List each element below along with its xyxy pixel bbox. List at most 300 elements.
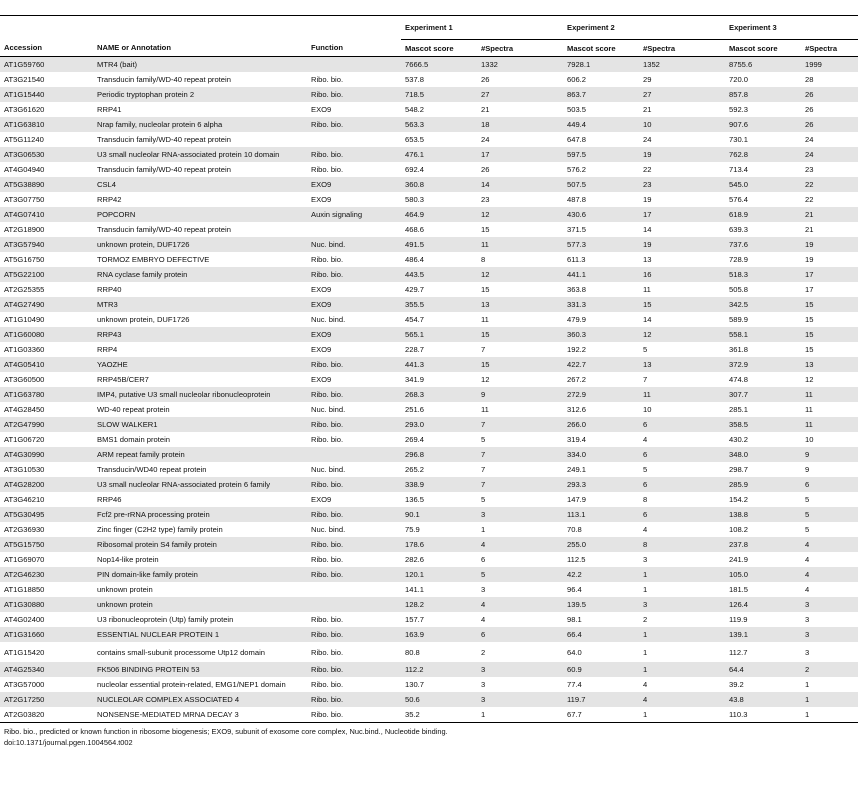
cell-accession: AT1G59760 <box>0 57 93 73</box>
cell-mascot-2: 70.8 <box>567 525 582 534</box>
cell-mascot-1: 563.3 <box>401 117 477 132</box>
cell-name: ESSENTIAL NUCLEAR PROTEIN 1 <box>93 627 307 642</box>
cell-spectra-3: 3 <box>801 627 858 642</box>
table-row <box>0 582 858 597</box>
table-row <box>0 132 858 147</box>
cell-spectra-1: 7 <box>477 447 563 462</box>
cell-function <box>307 132 401 147</box>
cell-mascot-1: 282.6 <box>405 555 425 564</box>
cell-accession: AT2G17250 <box>0 692 93 707</box>
cell-accession: AT1G30880 <box>0 597 93 612</box>
cell-name: Transducin family/WD-40 repeat protein <box>97 135 231 144</box>
table-row <box>0 147 858 162</box>
cell-spectra-1: 26 <box>481 165 490 174</box>
cell-accession: AT5G11240 <box>4 135 44 144</box>
cell-name: nucleolar essential protein-related, EMG1/NEP1 domain <box>97 680 286 689</box>
cell-accession: AT1G10490 <box>4 315 45 324</box>
cell-spectra-2: 13 <box>639 357 725 372</box>
cell-function: Ribo. bio. <box>311 255 344 264</box>
cell-function: Ribo. bio. <box>307 357 401 372</box>
cell-function: Nuc. bind. <box>311 465 346 474</box>
cell-spectra-3: 5 <box>805 525 810 534</box>
cell-mascot-2: 597.5 <box>563 147 639 162</box>
table-row <box>0 237 858 252</box>
cell-mascot-1: 7666.5 <box>401 57 477 73</box>
cell-spectra-3: 22 <box>805 195 814 204</box>
cell-mascot-1: 441.3 <box>401 357 477 372</box>
table-row <box>0 342 858 357</box>
table-row <box>0 267 858 282</box>
table-row <box>0 372 858 387</box>
cell-mascot-1: 50.6 <box>401 692 477 707</box>
table-row <box>0 192 858 207</box>
cell-name: Transducin family/WD-40 repeat protein <box>97 225 231 234</box>
cell-mascot-2: 119.7 <box>563 692 639 707</box>
cell-mascot-3: 589.9 <box>729 315 749 324</box>
cell-spectra-1: 6 <box>477 627 563 642</box>
cell-mascot-3: 361.8 <box>729 345 749 354</box>
cell-function: Auxin signaling <box>307 207 401 222</box>
cell-name: unknown protein, DUF1726 <box>97 315 190 324</box>
cell-spectra-1: 6 <box>481 555 486 564</box>
cell-accession: AT4G02400 <box>4 615 45 624</box>
cell-name: TORMOZ EMBRYO DEFECTIVE <box>97 255 210 264</box>
col-mascot-1: Mascot score <box>401 40 477 57</box>
cell-spectra-1: 21 <box>481 105 490 114</box>
cell-mascot-2: 360.3 <box>563 327 639 342</box>
cell-mascot-1: 136.5 <box>405 495 425 504</box>
cell-function <box>307 222 401 237</box>
cell-spectra-1: 13 <box>477 297 563 312</box>
cell-mascot-3: 285.1 <box>729 405 749 414</box>
cell-mascot-2: 42.2 <box>563 567 639 582</box>
cell-name: unknown protein <box>97 585 153 594</box>
cell-name: Nrap family, nucleolar protein 6 alpha <box>93 117 307 132</box>
cell-name: RRP4 <box>97 345 118 354</box>
cell-spectra-1: 1 <box>481 525 486 534</box>
cell-spectra-2: 6 <box>639 507 725 522</box>
table-row <box>0 252 858 267</box>
cell-spectra-2: 1 <box>639 662 725 677</box>
cell-spectra-3: 28 <box>805 75 814 84</box>
cell-function: Ribo. bio. <box>307 692 401 707</box>
group-header-row <box>0 16 858 40</box>
cell-mascot-1: 141.1 <box>405 585 425 594</box>
cell-name: contains small-subunit processome Utp12 domain <box>97 647 265 657</box>
cell-accession: AT2G18900 <box>4 225 45 234</box>
cell-function: Ribo. bio. <box>307 707 401 723</box>
cell-function: Ribo. bio. <box>311 647 344 657</box>
cell-name: RRP46 <box>97 495 122 504</box>
cell-spectra-2: 19 <box>639 147 725 162</box>
cell-name: NONSENSE-MEDIATED MRNA DECAY 3 <box>93 707 307 723</box>
cell-mascot-1: 90.1 <box>401 507 477 522</box>
cell-mascot-2: 479.9 <box>567 315 587 324</box>
cell-mascot-2: 60.9 <box>563 662 639 677</box>
cell-name: BMS1 domain protein <box>97 435 171 444</box>
cell-accession: AT1G60080 <box>0 327 93 342</box>
cell-function: Ribo. bio. <box>307 147 401 162</box>
cell-spectra-3: 2 <box>801 662 858 677</box>
cell-mascot-2: 266.0 <box>563 417 639 432</box>
cell-spectra-2: 21 <box>643 105 652 114</box>
cell-mascot-1: 464.9 <box>401 207 477 222</box>
cell-mascot-1: 112.2 <box>401 662 477 677</box>
cell-spectra-2: 17 <box>639 207 725 222</box>
table-row <box>0 447 858 462</box>
cell-function: EXO9 <box>311 375 332 384</box>
cell-accession: AT4G28200 <box>0 477 93 492</box>
cell-spectra-2: 1352 <box>639 57 725 73</box>
cell-mascot-2: 249.1 <box>567 465 587 474</box>
cell-mascot-3: 505.8 <box>729 285 749 294</box>
cell-spectra-2: 1 <box>639 627 725 642</box>
cell-mascot-2: 147.9 <box>567 495 587 504</box>
cell-mascot-1: 35.2 <box>401 707 477 723</box>
cell-accession: AT1G63810 <box>0 117 93 132</box>
cell-spectra-2: 6 <box>639 447 725 462</box>
cell-accession: AT1G31660 <box>0 627 93 642</box>
cell-spectra-1: 4 <box>481 615 486 624</box>
cell-mascot-3: 154.2 <box>729 495 749 504</box>
cell-spectra-3: 24 <box>801 147 858 162</box>
cell-accession: AT5G16750 <box>4 255 45 264</box>
cell-function: Ribo. bio. <box>307 507 401 522</box>
cell-name: Transducin family/WD-40 repeat protein <box>97 165 231 174</box>
column-header-row <box>0 40 858 57</box>
cell-spectra-1: 26 <box>481 75 490 84</box>
cell-accession: AT1G18850 <box>4 585 45 594</box>
cell-spectra-1: 3 <box>481 680 486 689</box>
cell-name: POPCORN <box>93 207 307 222</box>
cell-accession: AT4G27490 <box>0 297 93 312</box>
cell-spectra-2: 2 <box>643 615 648 624</box>
table-row <box>0 462 858 477</box>
cell-mascot-2: 441.1 <box>563 267 639 282</box>
cell-mascot-1: 355.5 <box>401 297 477 312</box>
cell-mascot-3: 474.8 <box>729 375 749 384</box>
table-row <box>0 707 858 723</box>
cell-spectra-3: 9 <box>801 447 858 462</box>
cell-accession: AT4G30990 <box>0 447 93 462</box>
table-row <box>0 282 858 297</box>
table-row <box>0 477 858 492</box>
cell-accession: AT4G25340 <box>0 662 93 677</box>
cell-function <box>307 447 401 462</box>
cell-mascot-2: 647.8 <box>567 135 587 144</box>
cell-mascot-2: 331.3 <box>563 297 639 312</box>
cell-name: Fcf2 pre-rRNA processing protein <box>93 507 307 522</box>
cell-accession: AT1G06720 <box>4 435 45 444</box>
table-row <box>0 612 858 627</box>
cell-spectra-1: 9 <box>477 387 563 402</box>
cell-name: RRP43 <box>93 327 307 342</box>
cell-spectra-2: 19 <box>639 237 725 252</box>
cell-mascot-3: 762.8 <box>725 147 801 162</box>
cell-spectra-1: 2 <box>481 647 486 657</box>
table-row <box>0 507 858 522</box>
cell-spectra-1: 11 <box>477 237 563 252</box>
cell-spectra-3: 5 <box>805 495 810 504</box>
cell-spectra-3: 22 <box>801 177 858 192</box>
cell-spectra-1: 23 <box>481 195 490 204</box>
cell-spectra-1: 15 <box>481 285 490 294</box>
cell-function: Ribo. bio. <box>307 627 401 642</box>
cell-mascot-3: 358.5 <box>725 417 801 432</box>
cell-mascot-2: 272.9 <box>563 387 639 402</box>
cell-function: Ribo. bio. <box>307 477 401 492</box>
cell-mascot-2: 577.3 <box>563 237 639 252</box>
table-row <box>0 387 858 402</box>
cell-function: Ribo. bio. <box>311 615 344 624</box>
table-row <box>0 662 858 677</box>
cell-accession: AT4G04940 <box>4 165 45 174</box>
cell-spectra-1: 4 <box>477 597 563 612</box>
cell-name: NUCLEOLAR COMPLEX ASSOCIATED 4 <box>93 692 307 707</box>
cell-mascot-1: 296.8 <box>401 447 477 462</box>
table-row <box>0 642 858 662</box>
table-row <box>0 87 858 102</box>
cell-function: Ribo. bio. <box>311 165 344 174</box>
cell-spectra-3: 13 <box>801 357 858 372</box>
cell-spectra-1: 27 <box>477 87 563 102</box>
cell-name: FK506 BINDING PROTEIN 53 <box>93 662 307 677</box>
cell-mascot-2: 64.0 <box>567 647 582 657</box>
cell-mascot-3: 728.9 <box>729 255 749 264</box>
cell-spectra-1: 1332 <box>477 57 563 73</box>
cell-mascot-2: 312.6 <box>567 405 587 414</box>
cell-mascot-3: 285.9 <box>725 477 801 492</box>
cell-spectra-1: 7 <box>481 465 486 474</box>
cell-spectra-3: 15 <box>801 327 858 342</box>
cell-mascot-3: 592.3 <box>729 105 749 114</box>
table-row <box>0 162 858 177</box>
cell-mascot-2: 576.2 <box>567 165 587 174</box>
cell-spectra-2: 12 <box>639 327 725 342</box>
cell-name: IMP4, putative U3 small nucleolar ribonucleoprotein <box>93 387 307 402</box>
cell-accession: AT1G69070 <box>4 555 45 564</box>
cell-mascot-1: 157.7 <box>405 615 425 624</box>
cell-accession: AT5G30495 <box>0 507 93 522</box>
cell-mascot-2: 96.4 <box>567 585 582 594</box>
cell-mascot-1: 251.6 <box>405 405 425 414</box>
cell-mascot-1: 80.8 <box>405 647 420 657</box>
cell-spectra-2: 15 <box>639 297 725 312</box>
cell-spectra-1: 3 <box>481 585 486 594</box>
cell-spectra-1: 15 <box>481 225 490 234</box>
table-row <box>0 207 858 222</box>
cell-mascot-3: 372.9 <box>725 357 801 372</box>
cell-spectra-3: 15 <box>801 297 858 312</box>
cell-mascot-1: 75.9 <box>405 525 420 534</box>
cell-function: EXO9 <box>311 345 332 354</box>
cell-spectra-1: 3 <box>477 662 563 677</box>
cell-accession: AT1G63780 <box>0 387 93 402</box>
cell-spectra-3: 4 <box>801 537 858 552</box>
cell-spectra-2: 1 <box>639 707 725 723</box>
cell-mascot-3: 545.0 <box>725 177 801 192</box>
cell-function: EXO9 <box>307 327 401 342</box>
cell-spectra-1: 1 <box>477 707 563 723</box>
cell-function: EXO9 <box>311 285 332 294</box>
cell-spectra-1: 7 <box>477 417 563 432</box>
cell-mascot-3: 737.6 <box>725 237 801 252</box>
cell-spectra-3: 4 <box>805 555 810 564</box>
cell-accession: AT3G07750 <box>4 195 45 204</box>
cell-spectra-3: 21 <box>801 207 858 222</box>
cell-mascot-3: 713.4 <box>729 165 749 174</box>
cell-function: Ribo. bio. <box>311 435 344 444</box>
cell-mascot-2: 192.2 <box>567 345 587 354</box>
cell-mascot-1: 537.8 <box>405 75 425 84</box>
cell-function: Ribo. bio. <box>311 555 344 564</box>
cell-mascot-1: 130.7 <box>405 680 425 689</box>
cell-spectra-3: 4 <box>801 567 858 582</box>
cell-spectra-1: 8 <box>481 255 486 264</box>
col-spectra-1: #Spectra <box>477 40 563 57</box>
cell-mascot-1: 269.4 <box>405 435 425 444</box>
cell-spectra-1: 7 <box>481 345 486 354</box>
cell-spectra-3: 17 <box>805 285 814 294</box>
cell-mascot-3: 348.0 <box>725 447 801 462</box>
cell-mascot-3: 181.5 <box>729 585 749 594</box>
cell-spectra-3: 26 <box>801 117 858 132</box>
cell-spectra-2: 6 <box>639 417 725 432</box>
top-rule <box>0 0 858 16</box>
cell-spectra-1: 12 <box>477 207 563 222</box>
cell-spectra-3: 12 <box>805 375 814 384</box>
cell-mascot-2: 255.0 <box>563 537 639 552</box>
cell-name: SLOW WALKER1 <box>93 417 307 432</box>
cell-spectra-2: 3 <box>643 555 648 564</box>
cell-accession: AT2G25355 <box>4 285 45 294</box>
cell-name: U3 ribonucleoprotein (Utp) family protein <box>97 615 234 624</box>
table-row <box>0 567 858 582</box>
cell-spectra-3: 9 <box>805 465 810 474</box>
cell-mascot-2: 430.6 <box>563 207 639 222</box>
table-row <box>0 177 858 192</box>
cell-spectra-1: 3 <box>477 507 563 522</box>
cell-spectra-2: 10 <box>643 405 652 414</box>
cell-mascot-3: 138.8 <box>725 507 801 522</box>
cell-function: EXO9 <box>311 195 332 204</box>
table-row <box>0 57 858 73</box>
cell-function: Ribo. bio. <box>307 387 401 402</box>
table-row <box>0 117 858 132</box>
cell-spectra-3: 6 <box>801 477 858 492</box>
cell-spectra-3: 19 <box>805 255 814 264</box>
cell-spectra-1: 11 <box>481 405 489 414</box>
col-mascot-2: Mascot score <box>563 40 639 57</box>
cell-name: ARM repeat family protein <box>93 447 307 462</box>
cell-mascot-1: 548.2 <box>405 105 425 114</box>
col-spectra-2: #Spectra <box>639 40 725 57</box>
cell-spectra-2: 3 <box>639 597 725 612</box>
cell-name: unknown protein, DUF1726 <box>93 237 307 252</box>
cell-mascot-2: 363.8 <box>567 285 587 294</box>
cell-spectra-1: 11 <box>481 315 489 324</box>
cell-mascot-3: 907.6 <box>725 117 801 132</box>
cell-mascot-3: 639.3 <box>729 225 749 234</box>
cell-name: U3 small nucleolar RNA-associated protein 6 family <box>93 477 307 492</box>
table-row <box>0 72 858 87</box>
cell-spectra-2: 1 <box>639 567 725 582</box>
cell-spectra-3: 11 <box>805 405 813 414</box>
cell-spectra-1: 15 <box>477 327 563 342</box>
col-name: NAME or Annotation <box>93 40 307 57</box>
table-row <box>0 537 858 552</box>
cell-mascot-2: 293.3 <box>563 477 639 492</box>
cell-function: EXO9 <box>307 177 401 192</box>
col-mascot-3: Mascot score <box>725 40 801 57</box>
cell-spectra-3: 26 <box>805 105 814 114</box>
cell-mascot-1: 653.5 <box>405 135 425 144</box>
col-accession: Accession <box>0 40 93 57</box>
cell-spectra-2: 19 <box>643 195 652 204</box>
cell-accession: AT1G15420 <box>4 647 45 657</box>
footnote-text: Ribo. bio., predicted or known function in ribosome biogenesis; EXO9, subunit of exosome core complex, Nuc.bind., Nucleotide binding. <box>4 727 448 736</box>
cell-name: CSL4 <box>93 177 307 192</box>
cell-function: Nuc. bind. <box>311 405 346 414</box>
cell-spectra-1: 7 <box>477 477 563 492</box>
cell-mascot-1: 163.9 <box>401 627 477 642</box>
cell-mascot-3: 307.7 <box>725 387 801 402</box>
cell-mascot-2: 503.5 <box>567 105 587 114</box>
cell-mascot-3: 110.3 <box>725 707 801 723</box>
cell-spectra-2: 11 <box>643 285 651 294</box>
cell-spectra-3: 21 <box>805 225 814 234</box>
cell-spectra-2: 5 <box>643 465 648 474</box>
cell-accession: AT3G61620 <box>4 105 45 114</box>
cell-spectra-1: 12 <box>481 375 490 384</box>
cell-mascot-2: 267.2 <box>567 375 587 384</box>
cell-mascot-1: 360.8 <box>401 177 477 192</box>
cell-accession: AT5G22100 <box>0 267 93 282</box>
cell-function: Ribo. bio. <box>311 680 344 689</box>
cell-mascot-3: 241.9 <box>729 555 749 564</box>
cell-function: EXO9 <box>307 297 401 312</box>
cell-function <box>307 57 401 73</box>
cell-mascot-1: 692.4 <box>405 165 425 174</box>
cell-spectra-3: 1 <box>801 692 858 707</box>
cell-name: RNA cyclase family protein <box>93 267 307 282</box>
cell-spectra-2: 7 <box>643 375 648 384</box>
cell-function: EXO9 <box>311 105 332 114</box>
cell-mascot-1: 120.1 <box>401 567 477 582</box>
cell-mascot-1: 338.9 <box>401 477 477 492</box>
cell-mascot-1: 443.5 <box>401 267 477 282</box>
cell-mascot-1: 718.5 <box>401 87 477 102</box>
cell-mascot-2: 422.7 <box>563 357 639 372</box>
cell-accession: AT5G15750 <box>0 537 93 552</box>
cell-mascot-3: 139.1 <box>725 627 801 642</box>
cell-name: RRP42 <box>97 195 122 204</box>
cell-spectra-3: 3 <box>805 647 810 657</box>
cell-spectra-3: 3 <box>805 615 810 624</box>
cell-mascot-3: 43.8 <box>725 692 801 707</box>
cell-spectra-2: 29 <box>643 75 652 84</box>
cell-spectra-2: 4 <box>639 692 725 707</box>
cell-spectra-2: 22 <box>643 165 652 174</box>
table-row <box>0 297 858 312</box>
table-row <box>0 102 858 117</box>
table-row <box>0 597 858 612</box>
cell-mascot-3: 39.2 <box>729 680 744 689</box>
cell-mascot-2: 371.5 <box>567 225 587 234</box>
cell-spectra-3: 11 <box>801 387 858 402</box>
cell-name: unknown protein <box>93 597 307 612</box>
cell-accession: AT2G47990 <box>0 417 93 432</box>
